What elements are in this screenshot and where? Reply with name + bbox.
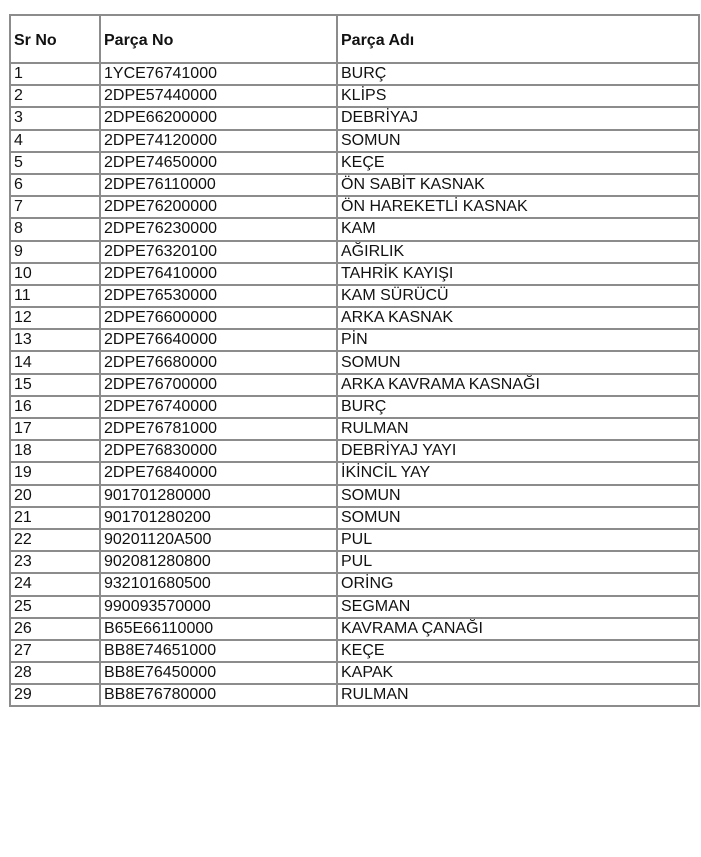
- table-row: [10, 618, 699, 640]
- table-row: [10, 573, 699, 595]
- cell-sr-no: 27: [10, 640, 100, 662]
- table-row: [10, 174, 699, 196]
- header-part-name: Parça Adı: [337, 15, 699, 63]
- table-row: [10, 329, 699, 351]
- cell-sr-no: 24: [10, 573, 100, 595]
- cell-part-no: 2DPE76680000: [100, 351, 337, 373]
- cell-part-name: ÖN SABİT KASNAK: [337, 174, 699, 196]
- cell-sr-no: 12: [10, 307, 100, 329]
- cell-sr-no: 17: [10, 418, 100, 440]
- cell-sr-no: 18: [10, 440, 100, 462]
- cell-part-no: 901701280000: [100, 485, 337, 507]
- cell-part-no: 2DPE76200000: [100, 196, 337, 218]
- cell-part-no: 1YCE76741000: [100, 63, 337, 85]
- cell-sr-no: 26: [10, 618, 100, 640]
- cell-part-name: DEBRİYAJ YAYI: [337, 440, 699, 462]
- cell-part-no: 901701280200: [100, 507, 337, 529]
- cell-part-no: 2DPE76640000: [100, 329, 337, 351]
- cell-part-name: ARKA KAVRAMA KASNAĞI: [337, 374, 699, 396]
- table-row: [10, 596, 699, 618]
- cell-part-name: TAHRİK KAYIŞI: [337, 263, 699, 285]
- cell-sr-no: 10: [10, 263, 100, 285]
- cell-part-no: 2DPE76740000: [100, 396, 337, 418]
- table-row: [10, 440, 699, 462]
- table-row: [10, 241, 699, 263]
- cell-sr-no: 20: [10, 485, 100, 507]
- table-row: [10, 85, 699, 107]
- cell-sr-no: 22: [10, 529, 100, 551]
- table-row: [10, 285, 699, 307]
- cell-sr-no: 11: [10, 285, 100, 307]
- cell-part-name: PUL: [337, 551, 699, 573]
- table-row: [10, 529, 699, 551]
- cell-part-name: RULMAN: [337, 418, 699, 440]
- cell-sr-no: 19: [10, 462, 100, 484]
- cell-sr-no: 9: [10, 241, 100, 263]
- cell-part-no: 2DPE76410000: [100, 263, 337, 285]
- cell-part-no: 2DPE74650000: [100, 152, 337, 174]
- cell-part-no: 90201120A500: [100, 529, 337, 551]
- cell-part-no: 2DPE76781000: [100, 418, 337, 440]
- cell-part-name: SEGMAN: [337, 596, 699, 618]
- cell-part-name: SOMUN: [337, 485, 699, 507]
- cell-sr-no: 25: [10, 596, 100, 618]
- cell-part-no: 902081280800: [100, 551, 337, 573]
- cell-part-name: AĞIRLIK: [337, 241, 699, 263]
- cell-sr-no: 16: [10, 396, 100, 418]
- cell-part-name: RULMAN: [337, 684, 699, 706]
- table-row: [10, 640, 699, 662]
- table-row: [10, 196, 699, 218]
- table-row: [10, 507, 699, 529]
- cell-part-no: 2DPE76830000: [100, 440, 337, 462]
- cell-part-no: BB8E76780000: [100, 684, 337, 706]
- cell-part-name: DEBRİYAJ: [337, 107, 699, 129]
- table-header: [10, 15, 699, 63]
- table-row: [10, 662, 699, 684]
- cell-part-name: BURÇ: [337, 63, 699, 85]
- cell-part-no: 2DPE57440000: [100, 85, 337, 107]
- cell-sr-no: 23: [10, 551, 100, 573]
- cell-sr-no: 29: [10, 684, 100, 706]
- table-row: [10, 130, 699, 152]
- cell-sr-no: 1: [10, 63, 100, 85]
- cell-part-name: KAM SÜRÜCÜ: [337, 285, 699, 307]
- cell-sr-no: 14: [10, 351, 100, 373]
- cell-part-no: 2DPE76840000: [100, 462, 337, 484]
- cell-sr-no: 13: [10, 329, 100, 351]
- table-row: [10, 351, 699, 373]
- table-row: [10, 485, 699, 507]
- cell-sr-no: 28: [10, 662, 100, 684]
- cell-part-no: 2DPE76530000: [100, 285, 337, 307]
- cell-sr-no: 7: [10, 196, 100, 218]
- cell-sr-no: 4: [10, 130, 100, 152]
- cell-part-name: ARKA KASNAK: [337, 307, 699, 329]
- cell-part-name: KLİPS: [337, 85, 699, 107]
- cell-part-no: 2DPE76700000: [100, 374, 337, 396]
- cell-part-name: KAPAK: [337, 662, 699, 684]
- cell-part-name: ORİNG: [337, 573, 699, 595]
- header-row: [10, 15, 699, 63]
- cell-part-name: KAVRAMA ÇANAĞI: [337, 618, 699, 640]
- cell-part-name: SOMUN: [337, 507, 699, 529]
- table-row: [10, 263, 699, 285]
- cell-sr-no: 8: [10, 218, 100, 240]
- cell-part-name: SOMUN: [337, 351, 699, 373]
- table-row: [10, 418, 699, 440]
- cell-part-name: PİN: [337, 329, 699, 351]
- cell-part-name: PUL: [337, 529, 699, 551]
- cell-part-no: 2DPE76600000: [100, 307, 337, 329]
- cell-part-name: KAM: [337, 218, 699, 240]
- cell-part-no: B65E66110000: [100, 618, 337, 640]
- table-row: [10, 218, 699, 240]
- cell-sr-no: 6: [10, 174, 100, 196]
- cell-part-name: ÖN HAREKETLİ KASNAK: [337, 196, 699, 218]
- table-row: [10, 374, 699, 396]
- table-body: [10, 63, 699, 706]
- table-row: [10, 63, 699, 85]
- table-row: [10, 107, 699, 129]
- cell-part-no: 2DPE66200000: [100, 107, 337, 129]
- cell-part-no: BB8E74651000: [100, 640, 337, 662]
- cell-part-no: 2DPE76320100: [100, 241, 337, 263]
- cell-part-no: 932101680500: [100, 573, 337, 595]
- cell-sr-no: 21: [10, 507, 100, 529]
- cell-part-no: 2DPE74120000: [100, 130, 337, 152]
- cell-part-no: 990093570000: [100, 596, 337, 618]
- table-row: [10, 684, 699, 706]
- cell-part-name: KEÇE: [337, 152, 699, 174]
- cell-sr-no: 5: [10, 152, 100, 174]
- cell-sr-no: 3: [10, 107, 100, 129]
- parts-table: [9, 14, 700, 707]
- cell-part-no: BB8E76450000: [100, 662, 337, 684]
- cell-sr-no: 2: [10, 85, 100, 107]
- cell-part-no: 2DPE76110000: [100, 174, 337, 196]
- cell-part-name: İKİNCİL YAY: [337, 462, 699, 484]
- cell-part-name: KEÇE: [337, 640, 699, 662]
- cell-sr-no: 15: [10, 374, 100, 396]
- cell-part-name: BURÇ: [337, 396, 699, 418]
- header-part-no: Parça No: [100, 15, 337, 63]
- table-row: [10, 307, 699, 329]
- header-sr-no: Sr No: [10, 15, 100, 63]
- table-row: [10, 551, 699, 573]
- table-row: [10, 396, 699, 418]
- cell-part-no: 2DPE76230000: [100, 218, 337, 240]
- table-row: [10, 462, 699, 484]
- table-row: [10, 152, 699, 174]
- cell-part-name: SOMUN: [337, 130, 699, 152]
